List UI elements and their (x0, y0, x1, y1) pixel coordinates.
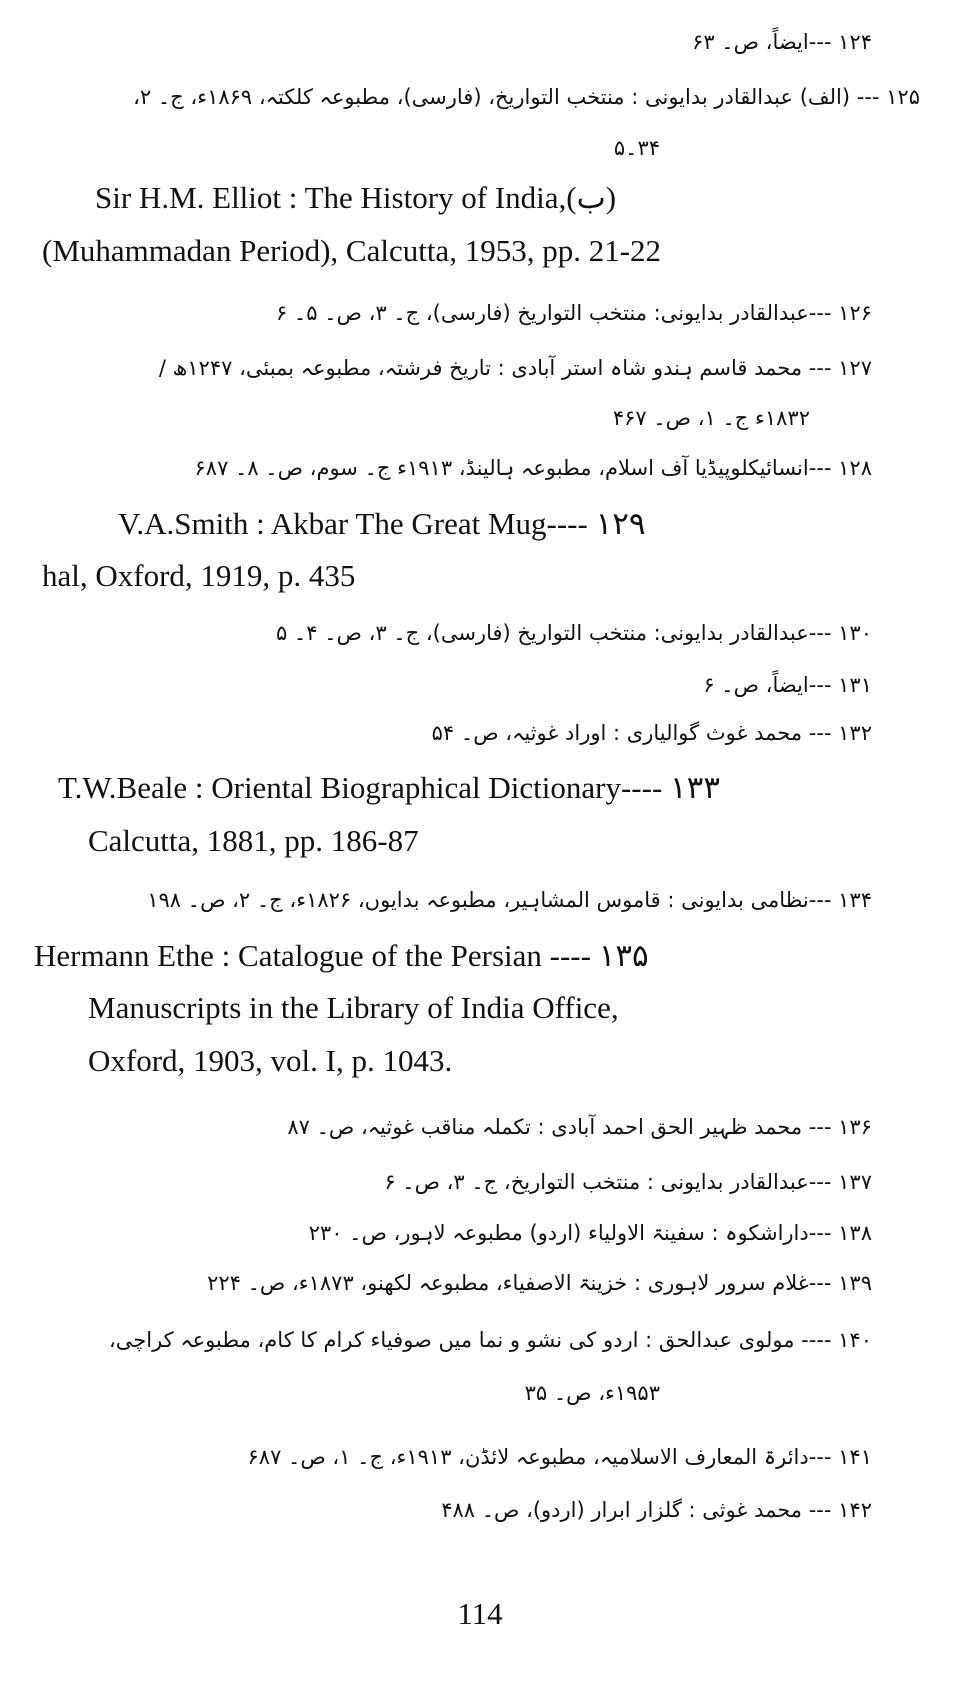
footnote-142: ۱۴۲ --- محمد غوثی : گلزار ابرار (اردو)، ص۔ ۴۸۸ (441, 1498, 872, 1522)
footnote-132: ۱۳۲ --- محمد غوث گوالیاری : اوراد غوثیہ، ص۔ ۵۴ (431, 721, 872, 745)
footnote-140-cont: ۱۹۵۳ء، ص۔ ۳۵ (524, 1381, 660, 1405)
footnote-137: ۱۳۷ ---عبدالقادر بدایونی : منتخب التواریخ، ج۔ ۳، ص۔ ۶ (384, 1170, 872, 1194)
footnote-133: T.W.Beale : Oriental Biographical Dictionary---- ۱۳۳ (58, 770, 720, 805)
footnote-126: ۱۲۶ ---عبدالقادر بدایونی: منتخب التواریخ (فارسی)، ج۔ ۳، ص۔ ۵۔ ۶ (275, 301, 872, 325)
footnote-135-cont2: Oxford, 1903, vol. I, p. 1043. (88, 1043, 453, 1078)
footnote-139: ۱۳۹ ---غلام سرور لاہوری : خزینۃ الاصفیاء، مطبوعہ لکھنو، ۱۸۷۳ء، ص۔ ۲۲۴ (207, 1271, 872, 1295)
footnote-127-cont: ۱۸۳۲ء ج۔ ۱، ص۔ ۴۶۷ (612, 406, 810, 430)
footnote-128: ۱۲۸ ---انسائیکلوپیڈیا آف اسلام، مطبوعہ ہالینڈ، ۱۹۱۳ء ج۔ سوم، ص۔ ۸۔ ۶۸۷ (194, 456, 872, 480)
footnote-130: ۱۳۰ ---عبدالقادر بدایونی: منتخب التواریخ (فارسی)، ج۔ ۳، ص۔ ۴۔ ۵ (275, 621, 872, 645)
footnote-127: ۱۲۷ --- محمد قاسم ہندو شاہ استر آبادی : تاریخ فرشتہ، مطبوعہ بمبئی، ۱۲۴۷ھ / (158, 356, 872, 380)
footnote-129-cont: hal, Oxford, 1919, p. 435 (42, 558, 356, 593)
footnote-135: Hermann Ethe : Catalogue of the Persian ---- ۱۳۵ (34, 938, 649, 973)
footnote-125a-cont: ۳۴۔۵ (613, 136, 660, 160)
footnote-125a: ۱۲۵ --- (الف) عبدالقادر بدایونی : منتخب التواریخ، (فارسی)، مطبوعہ کلکتہ، ۱۸۶۹ء، ج۔ ۲، (133, 85, 920, 109)
footnote-124: ۱۲۴ ---ایضاً، ص۔ ۶۳ (692, 30, 872, 54)
footnote-125b-cont: (Muhammadan Period), Calcutta, 1953, pp. 21-22 (42, 233, 662, 268)
footnote-141: ۱۴۱ ---دائرۃ المعارف الاسلامیہ، مطبوعہ لائڈن، ۱۹۱۳ء، ج۔ ۱، ص۔ ۶۸۷ (247, 1445, 872, 1469)
footnote-136: ۱۳۶ --- محمد ظہیر الحق احمد آبادی : تکملہ مناقب غوثیہ، ص۔ ۸۷ (287, 1115, 872, 1139)
footnote-129: V.A.Smith : Akbar The Great Mug---- ۱۲۹ (118, 506, 646, 541)
footnote-140: ۱۴۰ ---- مولوی عبدالحق : اردو کی نشو و نما میں صوفیاء کرام کا کام، مطبوعہ کراچی، (109, 1328, 872, 1352)
footnote-135-cont1: Manuscripts in the Library of India Office, (88, 990, 619, 1025)
footnote-125b: Sir H.M. Elliot : The History of India,(ب) (95, 180, 617, 215)
footnote-138: ۱۳۸ ---داراشکوہ : سفینۃ الاولیاء (اردو) مطبوعہ لاہور، ص۔ ۲۳۰ (308, 1221, 872, 1245)
page-number: 114 (457, 1596, 503, 1631)
footnote-131: ۱۳۱ ---ایضاً، ص۔ ۶ (703, 673, 872, 697)
footnote-133-cont: Calcutta, 1881, pp. 186-87 (88, 823, 419, 858)
footnote-134: ۱۳۴ ---نظامی بدایونی : قاموس المشاہیر، مطبوعہ بدایوں، ۱۸۲۶ء، ج۔ ۲، ص۔ ۱۹۸ (147, 888, 872, 912)
